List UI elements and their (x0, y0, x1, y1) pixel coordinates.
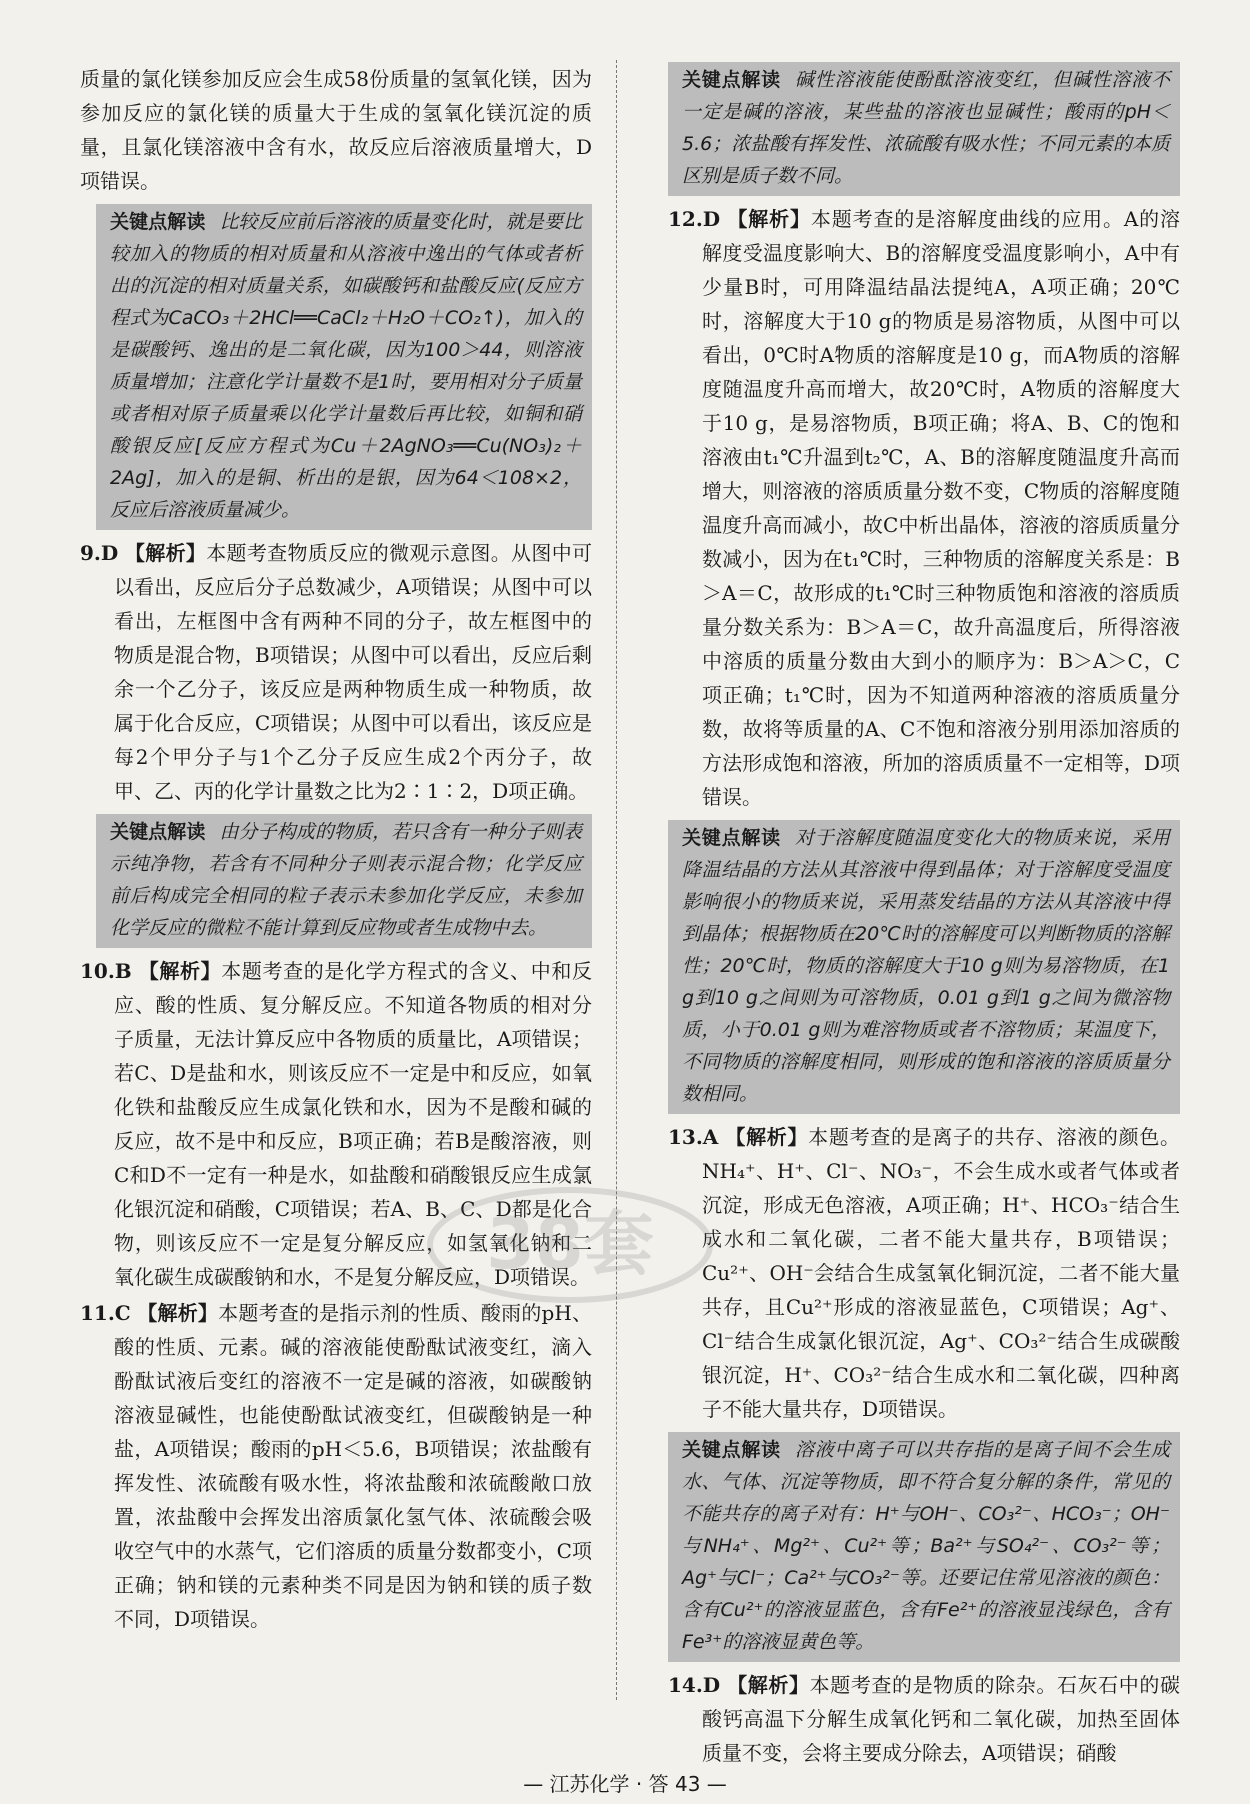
key-point-box-13 (668, 1432, 1180, 1662)
answer-item-12 (668, 202, 1180, 814)
watermark-text: 38套 (486, 1203, 654, 1285)
key-point-box-12 (668, 820, 1180, 1114)
continued-paragraph: 质量的氯化镁参加反应会生成58份质量的氢氧化镁，因为参加反应的氯化镁的质量大于生成的氢氧化镁沉淀的质量，且氯化镁溶液中含有水，故反应后溶液质量增大，D项错误。 (80, 67, 592, 193)
answer-number: 12.D (668, 207, 721, 231)
answer-number: 10.B (80, 959, 132, 983)
answer-text: 本题考查的是离子的共存、溶液的颜色。NH₄⁺、H⁺、Cl⁻、NO₃⁻，不会生成水或者气体或者沉淀，形成无色溶液，A项正确；H⁺、HCO₃⁻结合生成水和二氧化碳，二者不能大量共存，B项错误；Cu²⁺、OH⁻会结合生成氢氧化铜沉淀，二者不能大量共存，且Cu²⁺形成的溶液显蓝色，C项错误；Ag⁺、Cl⁻结合生成氯化银沉淀，Ag⁺、CO₃²⁻结合生成碳酸银沉淀，H⁺、CO₃²⁻结合生成水和二氧化碳，四种离子不能大量共存，D项错误。 (702, 1125, 1181, 1421)
answer-item-11 (80, 1296, 592, 1636)
answer-item-10 (80, 954, 592, 1294)
answer-number: 9.D (80, 541, 119, 565)
key-point-text: 对于溶解度随温度变化大的物质来说，采用降温结晶的方法从其溶液中得到晶体；对于溶解度受温度影响很小的物质来说，采用蒸发结晶的方法从其溶液中得到晶体；根据物质在20℃时的溶解度可以判断物质的溶解性；20℃时，物质的溶解度大于10 g则为易溶物质，在1 g到10 g之间则为可溶物质，0.01 g到1 g之间为微溶物质，小于0.01 g则为难溶物质或者不溶物质；某温度下，不同物质的溶解度相同，则形成的饱和溶液的溶质质量分数相同。 (682, 827, 1170, 1105)
answer-number: 11.C (80, 1301, 131, 1325)
answer-item-9 (80, 536, 592, 808)
analysis-tag: 【解析】 (727, 207, 811, 231)
right-column (668, 62, 1180, 1770)
analysis-tag: 【解析】 (727, 1673, 810, 1697)
key-point-text: 由分子构成的物质，若只含有一种分子则表示纯净物，若含有不同种分子则表示混合物；化学反应前后构成完全相同的粒子表示未参加化学反应，未参加化学反应的微粒不能计算到反应物或者生成物中去。 (110, 821, 582, 939)
answer-number: 13.A (668, 1125, 719, 1149)
analysis-tag: 【解析】 (725, 1125, 809, 1149)
key-point-title: 关键点解读 (682, 69, 781, 91)
answer-item-14 (668, 1668, 1180, 1770)
key-point-text: 比较反应前后溶液的质量变化时，就是要比较加入的物质的相对质量和从溶液中逸出的气体或者析出的沉淀的相对质量关系，如碳酸钙和盐酸反应(反应方程式为CaCO₃＋2HCl══CaCl₂＋H₂O＋CO₂↑)，加入的是碳酸钙、逸出的是二氧化碳，因为100＞44，则溶液质量增加；注意化学计量数不是1时，要用相对分子质量或者相对原子质量乘以化学计量数后再比较，如铜和硝酸银反应[反应方程式为Cu＋2AgNO₃══Cu(NO₃)₂＋2Ag]，加入的是铜、析出的是银，因为64＜108×2，反应后溶液质量减少。 (110, 211, 582, 521)
analysis-tag: 【解析】 (137, 1301, 219, 1325)
answer-item-13 (668, 1120, 1180, 1426)
answer-text: 本题考查的是指示剂的性质、酸雨的pH、酸的性质、元素。碱的溶液能使酚酞试液变红，滴入酚酞试液后变红的溶液不一定是碱的溶液，如碳酸钠溶液显碱性，也能使酚酞试液变红，但碳酸钠是一种盐，A项错误；酸雨的pH＜5.6，B项错误；浓盐酸有挥发性、浓硫酸有吸水性，将浓盐酸和浓硫酸敞口放置，浓盐酸中会挥发出溶质氯化氢气体、浓硫酸会吸收空气中的水蒸气，它们溶质的质量分数都变小，C项正确；钠和镁的元素种类不同是因为钠和镁的质子数不同，D项错误。 (114, 1301, 593, 1631)
column-divider (616, 60, 617, 1700)
key-point-box-8 (96, 204, 592, 530)
key-point-box-11 (668, 62, 1180, 196)
answer-number: 14.D (668, 1673, 721, 1697)
key-point-text: 溶液中离子可以共存指的是离子间不会生成水、气体、沉淀等物质，即不符合复分解的条件，常见的不能共存的离子对有：H⁺与OH⁻、CO₃²⁻、HCO₃⁻；OH⁻与NH₄⁺、Mg²⁺、Cu²⁺等；Ba²⁺与SO₄²⁻、CO₃²⁻等；Ag⁺与Cl⁻；Ca²⁺与CO₃²⁻等。还要记住常见溶液的颜色：含有Cu²⁺的溶液显蓝色，含有Fe²⁺的溶液显浅绿色，含有Fe³⁺的溶液显黄色等。 (682, 1439, 1170, 1653)
analysis-tag: 【解析】 (124, 541, 207, 565)
answer-text: 本题考查物质反应的微观示意图。从图中可以看出，反应后分子总数减少，A项错误；从图中可以看出，左框图中含有两种不同的分子，故左框图中的物质是混合物，B项错误；从图中可以看出，反应后剩余一个乙分子，该反应是两种物质生成一种物质，故属于化合反应，C项错误；从图中可以看出，该反应是每2个甲分子与1个乙分子反应生成2个丙分子，故甲、乙、丙的化学计量数之比为2∶1∶2，D项正确。 (114, 541, 593, 803)
key-point-text: 碱性溶液能使酚酞溶液变红，但碱性溶液不一定是碱的溶液，某些盐的溶液也显碱性；酸雨的pH＜5.6；浓盐酸有挥发性、浓硫酸有吸水性；不同元素的本质区别是质子数不同。 (682, 69, 1170, 187)
key-point-title: 关键点解读 (110, 211, 206, 233)
analysis-tag: 【解析】 (138, 959, 222, 983)
key-point-box-9 (96, 814, 592, 948)
key-point-title: 关键点解读 (682, 827, 781, 849)
answer-text: 本题考查的是溶解度曲线的应用。A的溶解度受温度影响大、B的溶解度受温度影响小，A中有少量B时，可用降温结晶法提纯A，A项正确；20℃时，溶解度大于10 g的物质是易溶物质，从图中可以看出，0℃时A物质的溶解度是10 g，而A物质的溶解度随温度升高而增大，故20℃时，A物质的溶解度大于10 g，是易溶物质，B项正确；将A、B、C的饱和溶液由t₁℃升温到t₂℃，A、B的溶解度随温度升高而增大，则溶液的溶质质量分数不变，C物质的溶解度随温度升高而减小，故C中析出晶体，溶液的溶质质量分数减小，因为在t₁℃时，三种物质的溶解度关系是：B＞A＝C，故形成的t₁℃时三种物质饱和溶液的溶质质量分数关系为：B＞A＝C，故升高温度后，所得溶液中溶质的质量分数由大到小的顺序为：B＞A＞C，C项正确；t₁℃时，因为不知道两种溶液的溶质质量分数，故将等质量的A、C不饱和溶液分别用添加溶质的方法形成饱和溶液，所加的溶质质量不一定相等，D项错误。 (702, 207, 1181, 809)
answer-text: 本题考查的是物质的除杂。石灰石中的碳酸钙高温下分解生成氧化钙和二氧化碳，加热至固体质量不变，会将主要成分除去，A项错误；硝酸 (702, 1673, 1181, 1765)
key-point-title: 关键点解读 (682, 1439, 781, 1461)
page-footer: — 江苏化学 · 答 43 — (523, 1772, 727, 1796)
answer-text: 本题考查的是化学方程式的含义、中和反应、酸的性质、复分解反应。不知道各物质的相对分子质量，无法计算反应中各物质的质量比，A项错误；若C、D是盐和水，则该反应不一定是中和反应，如氧化铁和盐酸反应生成氯化铁和水，因为不是酸和碱的反应，故不是中和反应，B项正确；若B是酸溶液，则C和D不一定有一种是水，如盐酸和硝酸银反应生成氯化银沉淀和硝酸，C项错误；若A、B、C、D都是化合物，则该反应不一定是复分解反应，如氢氧化钠和二氧化碳生成碳酸钠和水，不是复分解反应，D项错误。 (114, 959, 593, 1289)
left-column (80, 62, 592, 1636)
key-point-title: 关键点解读 (110, 821, 206, 843)
